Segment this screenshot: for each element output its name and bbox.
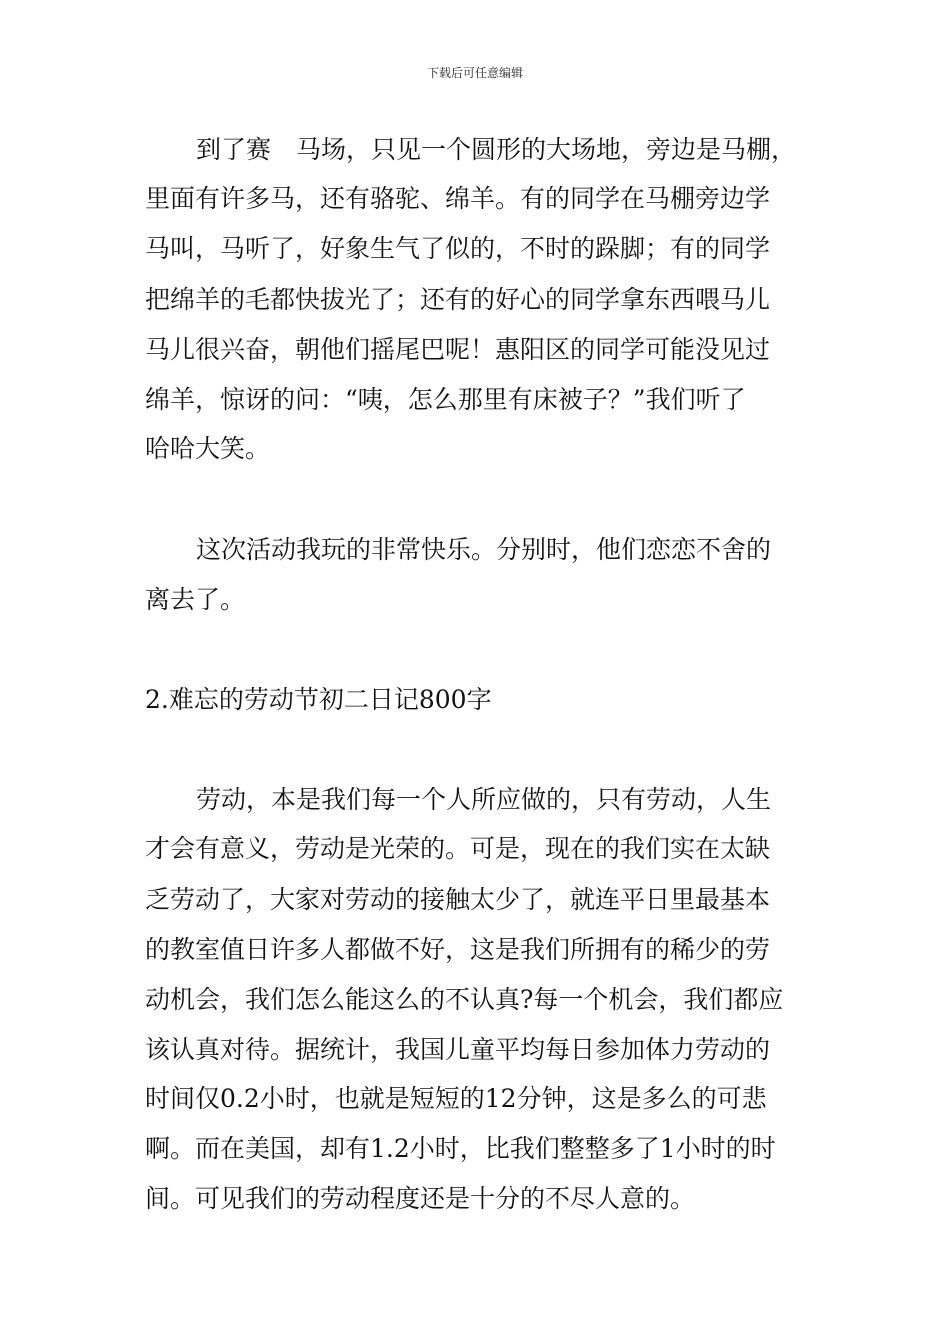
paragraph-line: 这次活动我玩的非常快乐。分别时，他们恋恋不舍的 <box>196 535 772 564</box>
paragraph-line: 马儿很兴奋，朝他们摇尾巴呢！惠阳区的同学可能没见过 <box>145 335 771 364</box>
paragraph-line: 时间仅0.2小时，也就是短短的12分钟，这是多么的可悲 <box>145 1084 767 1113</box>
paragraph-line: 动机会，我们怎么能这么的不认真?每一个机会，我们都应 <box>145 985 784 1014</box>
paragraph-line: 把绵羊的毛都快拔光了；还有的好心的同学拿东西喂马儿 <box>145 285 771 314</box>
paragraph-line: 该认真对待。据统计，我国儿童平均每日参加体力劳动的 <box>145 1035 771 1064</box>
paragraph-line: 间。可见我们的劳动程度还是十分的不尽人意的。 <box>145 1184 696 1213</box>
paragraph-line: 里面有许多马，还有骆驼、绵羊。有的同学在马棚旁边学 <box>145 184 771 213</box>
paragraph-line: 绵羊，惊讶的问：“咦，怎么那里有床被子？”我们听了 <box>145 385 746 414</box>
paragraph-line: 啊。而在美国，却有1.2小时，比我们整整多了1小时的时 <box>145 1134 776 1163</box>
paragraph-line: 的教室值日许多人都做不好，这是我们所拥有的稀少的劳 <box>145 935 771 964</box>
section-heading: 2.难忘的劳动节初二日记800字 <box>145 685 492 714</box>
paragraph-line: 劳动，本是我们每一个人所应做的，只有劳动，人生 <box>196 785 772 814</box>
paragraph-line: 乏劳动了，大家对劳动的接触太少了，就连平日里最基本 <box>145 885 771 914</box>
page-header: 下载后可任意编辑 <box>426 66 523 80</box>
paragraph-line: 到了赛 马场，只见一个圆形的大场地，旁边是马棚， <box>196 135 797 164</box>
paragraph-line: 离去了。 <box>145 585 246 614</box>
paragraph-line: 哈哈大笑。 <box>145 434 271 463</box>
paragraph-line: 才会有意义，劳动是光荣的。可是，现在的我们实在太缺 <box>145 834 771 863</box>
paragraph-line: 马叫，马听了，好象生气了似的，不时的跺脚；有的同学 <box>145 234 771 263</box>
